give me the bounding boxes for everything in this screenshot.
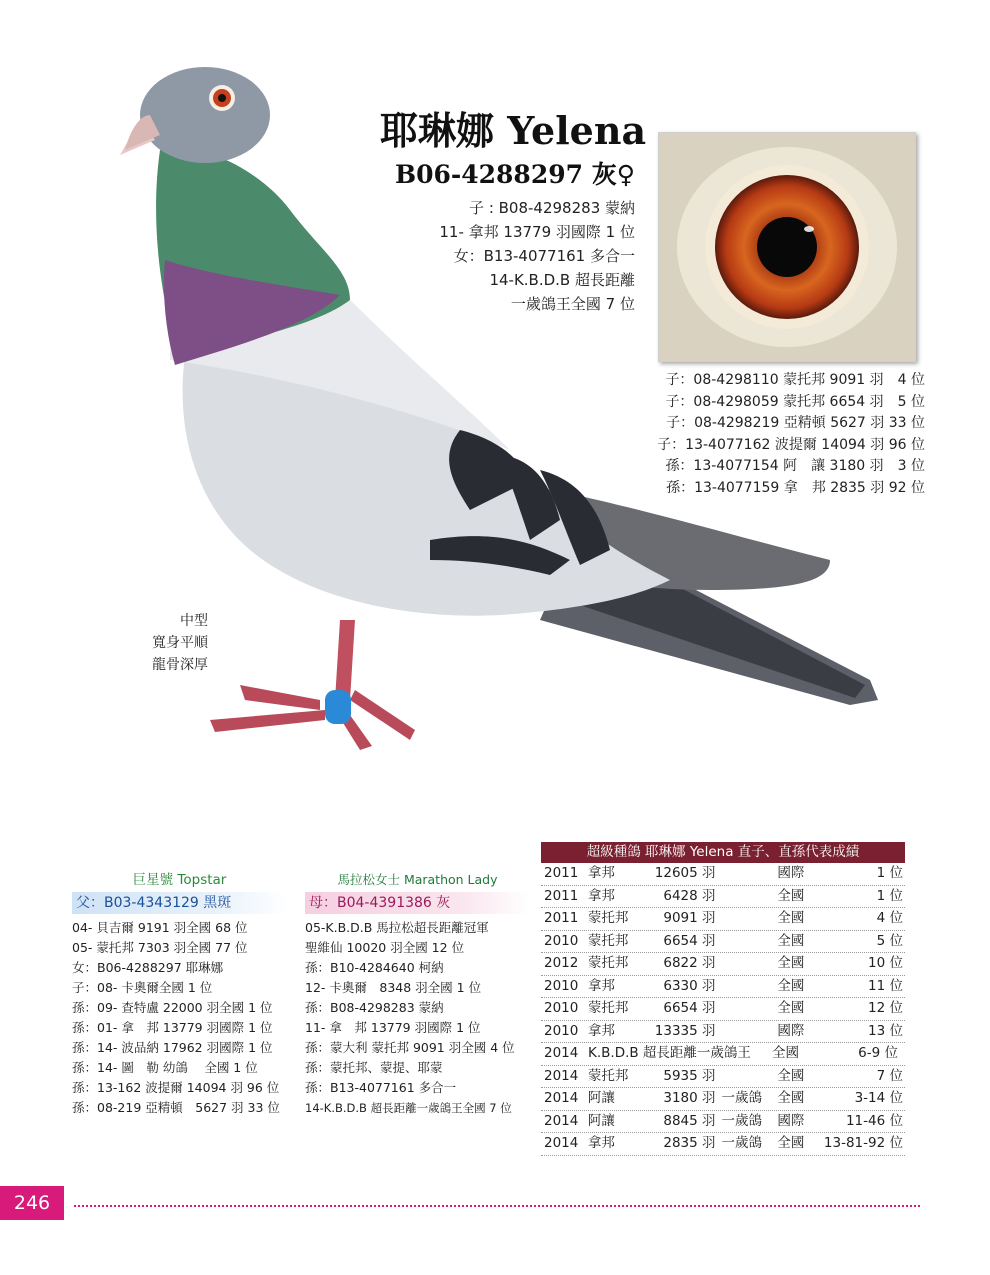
list-item: 孫：13-4077159 拿 邦 2835 羽 92 位 xyxy=(666,479,925,496)
cell-year: 2012 xyxy=(544,955,579,971)
table-row xyxy=(541,863,905,886)
cell-org: 拿邦 xyxy=(587,887,615,904)
cell-count: 5935 羽 xyxy=(663,1067,716,1084)
list-item: 子：08-4298110 蒙托邦 9091 羽 4 位 xyxy=(665,372,925,388)
cell-scope: 全國 xyxy=(772,1045,799,1061)
cell-org: 蒙托邦 xyxy=(587,955,629,971)
cell-org: 蒙托邦 xyxy=(587,1067,629,1084)
table-row xyxy=(541,1043,905,1066)
cell-org: 阿讓 xyxy=(587,1112,615,1129)
cell-place: 1 位 xyxy=(876,865,903,881)
cell-extra xyxy=(722,863,778,885)
cell-extra: 一歲鴿 xyxy=(721,1135,763,1151)
cell-year: 2014 xyxy=(544,1112,579,1129)
list-item: 11- 拿 邦 13779 羽國際 1 位 xyxy=(305,1020,481,1035)
list-item: 孫：B08-4298283 蒙納 xyxy=(305,1000,444,1015)
cell-org: 拿邦 xyxy=(587,865,615,881)
list-item: 女：B13-4077161 多合一 xyxy=(453,247,635,265)
sire-ring: 父：B03-4343129 黑斑 xyxy=(72,892,287,914)
cell-year: 2011 xyxy=(544,887,579,904)
cell-count: 6654 羽 xyxy=(663,932,716,949)
cell-year: 2014 xyxy=(544,1067,579,1084)
table-row xyxy=(541,1088,905,1111)
footer-divider xyxy=(74,1205,920,1207)
cell-place: 10 位 xyxy=(868,955,903,971)
cell-place: 3-14 位 xyxy=(854,1090,903,1106)
cell-extra xyxy=(722,1021,778,1043)
list-item: 孫：14- 波品納 17962 羽國際 1 位 xyxy=(72,1040,273,1055)
page-number: 246 xyxy=(0,1186,64,1220)
offspring-results-list xyxy=(640,370,925,499)
cell-year: 2011 xyxy=(544,910,579,926)
results-table xyxy=(541,842,905,1156)
cell-place: 6-9 位 xyxy=(858,1045,898,1061)
list-item: 子：08- 卡奧爾全國 1 位 xyxy=(72,980,213,995)
results-table-heading: 超級種鴿 耶琳娜 Yelena 直子、直孫代表成績 xyxy=(541,842,905,863)
dam-title: 馬拉松女士 Marathon Lady xyxy=(337,872,498,887)
cell-extra xyxy=(722,953,778,975)
cell-year: 2010 xyxy=(544,1000,579,1016)
cell-org: 蒙托邦 xyxy=(587,1000,629,1016)
cell-scope: 全國 xyxy=(777,1090,805,1106)
cell-org: K.B.D.B 超長距離一歲鴿王 xyxy=(588,1045,751,1061)
list-item: 14-K.B.D.B 超長距離一歲鴿王全國 7 位 xyxy=(305,1101,512,1115)
list-item: 14-K.B.D.B 超長距離 xyxy=(489,271,635,289)
build-line: 中型 xyxy=(180,613,208,629)
table-row xyxy=(541,998,905,1021)
list-item: 孫：08-219 亞精頓 5627 羽 33 位 xyxy=(72,1100,280,1115)
list-item: 孫：蒙托邦、蒙提、耶蒙 xyxy=(305,1060,443,1075)
cell-count: 12605 羽 xyxy=(654,865,716,881)
build-description xyxy=(120,610,208,676)
list-item: 12- 卡奧爾 8348 羽全國 1 位 xyxy=(305,980,482,995)
cell-place: 7 位 xyxy=(876,1067,903,1084)
cell-org: 拿邦 xyxy=(587,977,615,994)
eye-photo xyxy=(658,132,916,362)
list-item: 孫：13-162 波提爾 14094 羽 96 位 xyxy=(72,1080,280,1095)
cell-place: 13-81-92 位 xyxy=(823,1135,903,1151)
table-row xyxy=(541,931,905,954)
list-item: 孫：09- 查特盧 22000 羽全國 1 位 xyxy=(72,1000,273,1015)
list-item: 子 : B08-4298283 蒙納 xyxy=(469,199,635,217)
dam-ring: 母：B04-4391386 灰 xyxy=(305,892,530,914)
cell-scope: 國際 xyxy=(777,1112,805,1129)
cell-year: 2014 xyxy=(544,1135,579,1151)
cell-extra: 一歲鴿 xyxy=(721,1090,763,1106)
cell-extra xyxy=(722,1066,778,1088)
table-row xyxy=(541,1111,905,1134)
cell-place: 11-46 位 xyxy=(845,1112,903,1129)
cell-count: 6822 羽 xyxy=(663,955,716,971)
cell-place: 12 位 xyxy=(868,1000,903,1016)
sire-title: 巨星號 Topstar xyxy=(132,872,227,888)
cell-count: 3180 羽 xyxy=(663,1090,716,1106)
cell-extra xyxy=(722,908,778,930)
list-item: 子：08-4298059 蒙托邦 6654 羽 5 位 xyxy=(665,393,925,410)
cell-scope: 國際 xyxy=(777,1022,805,1039)
cell-scope: 全國 xyxy=(777,932,805,949)
list-item: 孫：蒙大利 蒙托邦 9091 羽全國 4 位 xyxy=(305,1040,515,1055)
cell-count: 13335 羽 xyxy=(654,1022,716,1039)
cell-org: 蒙托邦 xyxy=(587,910,629,926)
cell-org: 拿邦 xyxy=(587,1135,615,1151)
cell-count: 6330 羽 xyxy=(663,977,716,994)
cell-year: 2010 xyxy=(544,1022,579,1039)
cell-scope: 全國 xyxy=(777,1000,805,1016)
cell-count: 6654 羽 xyxy=(663,1000,716,1016)
list-item: 孫：13-4077154 阿 讓 3180 羽 3 位 xyxy=(665,458,925,474)
cell-place: 1 位 xyxy=(876,887,903,904)
list-item: 孫：01- 拿 邦 13779 羽國際 1 位 xyxy=(72,1020,273,1035)
cell-count: 6428 羽 xyxy=(663,887,716,904)
cell-year: 2010 xyxy=(544,977,579,994)
cell-extra xyxy=(722,886,778,908)
list-item: 11- 拿邦 13779 羽國際 1 位 xyxy=(439,223,635,241)
list-item: 一歲鴿王全國 7 位 xyxy=(510,295,635,313)
cell-year: 2014 xyxy=(544,1045,579,1061)
cell-extra: 一歲鴿 xyxy=(721,1112,763,1129)
list-item: 孫：B10-4284640 柯納 xyxy=(305,960,444,975)
cell-org: 阿讓 xyxy=(587,1090,615,1106)
table-row xyxy=(541,1133,905,1156)
cell-scope: 全國 xyxy=(777,1135,805,1151)
cell-extra xyxy=(722,931,778,953)
cell-place: 5 位 xyxy=(876,932,903,949)
table-row xyxy=(541,908,905,931)
list-item: 孫：B13-4077161 多合一 xyxy=(305,1080,457,1095)
cell-extra xyxy=(722,976,778,998)
ring-number-title: B06-4288297 灰♀ xyxy=(394,160,635,189)
cell-scope: 全國 xyxy=(777,955,805,971)
cell-place: 11 位 xyxy=(868,977,903,994)
cell-count: 8845 羽 xyxy=(663,1112,716,1129)
list-item: 孫：14- 圖 勒 幼鴿 全國 1 位 xyxy=(72,1060,258,1075)
cell-scope: 全國 xyxy=(777,977,805,994)
table-row xyxy=(541,886,905,909)
table-row xyxy=(541,1066,905,1089)
pigeon-name-title: 耶琳娜 Yelena xyxy=(380,108,647,153)
list-item: 女：B06-4288297 耶琳娜 xyxy=(72,960,224,975)
table-row xyxy=(541,1021,905,1044)
list-item: 子：08-4298219 亞精頓 5627 羽 33 位 xyxy=(666,415,925,431)
dam-pedigree xyxy=(305,870,530,1118)
list-item: 聖維仙 10020 羽全國 12 位 xyxy=(305,940,465,955)
table-row xyxy=(541,976,905,999)
cell-extra xyxy=(722,998,778,1020)
cell-count: 9091 羽 xyxy=(663,910,716,926)
cell-place: 13 位 xyxy=(868,1022,903,1039)
build-line: 寬身平順 xyxy=(152,635,208,651)
cell-scope: 全國 xyxy=(777,887,805,904)
table-row xyxy=(541,953,905,976)
cell-year: 2014 xyxy=(544,1090,579,1106)
cell-scope: 全國 xyxy=(777,910,805,926)
cell-place: 4 位 xyxy=(876,910,903,926)
list-item: 04- 貝吉爾 9191 羽全國 68 位 xyxy=(72,920,248,935)
cell-year: 2011 xyxy=(544,865,579,881)
cell-scope: 國際 xyxy=(777,865,805,881)
cell-year: 2010 xyxy=(544,932,579,949)
build-line: 龍骨深厚 xyxy=(152,657,208,673)
list-item: 子：13-4077162 波提爾 14094 羽 96 位 xyxy=(657,436,925,453)
cell-scope: 全國 xyxy=(777,1067,805,1084)
top-offspring-list xyxy=(360,196,635,316)
cell-org: 蒙托邦 xyxy=(587,932,629,949)
sire-pedigree xyxy=(72,870,287,1118)
list-item: 05-K.B.D.B 馬拉松超長距離冠軍 xyxy=(305,920,489,935)
cell-org: 拿邦 xyxy=(587,1022,615,1039)
list-item: 05- 蒙托邦 7303 羽全國 77 位 xyxy=(72,940,248,955)
cell-count: 2835 羽 xyxy=(663,1135,716,1151)
